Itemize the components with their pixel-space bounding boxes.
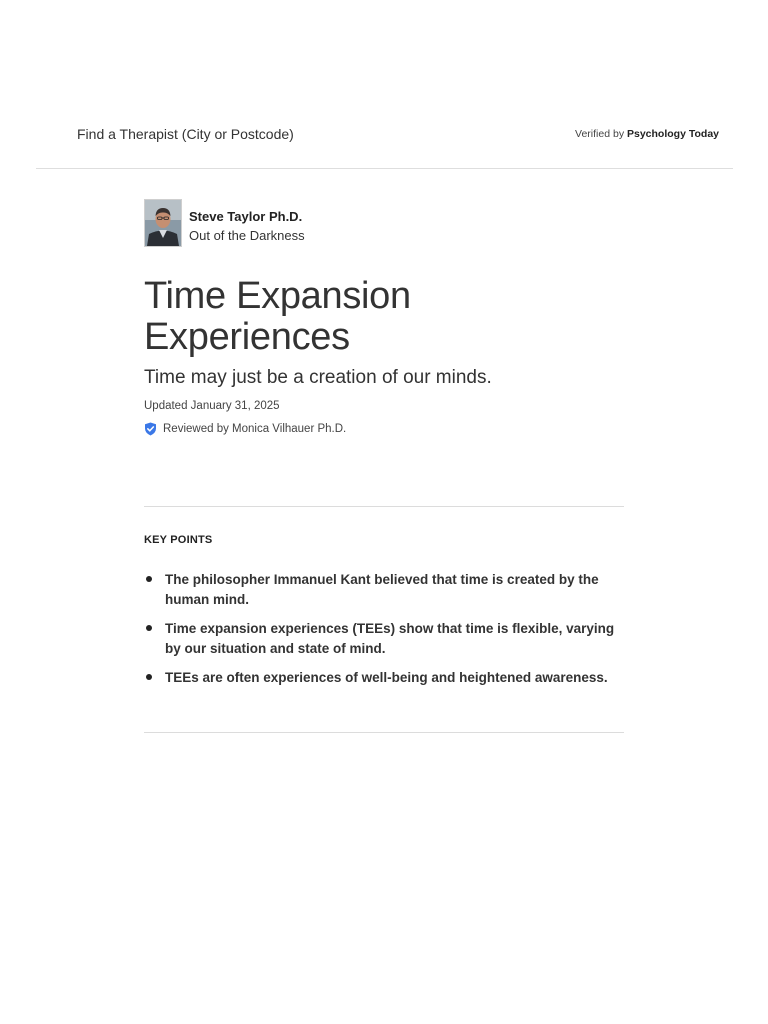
reviewed-by[interactable] bbox=[144, 422, 346, 436]
author-photo-icon bbox=[145, 200, 181, 246]
key-point-item bbox=[144, 668, 624, 688]
key-points-divider-bottom bbox=[144, 732, 624, 733]
key-point-text: TEEs are often experiences of well-being and heightened awareness. bbox=[165, 670, 608, 685]
key-point-item bbox=[144, 570, 624, 609]
key-point-item bbox=[144, 619, 624, 658]
reviewed-by-text: Reviewed by Monica Vilhauer Ph.D. bbox=[163, 423, 347, 435]
author-block bbox=[144, 199, 305, 247]
top-bar bbox=[36, 0, 733, 169]
find-therapist-link[interactable]: Find a Therapist (City or Postcode) bbox=[77, 126, 294, 142]
bullet-icon bbox=[146, 576, 152, 582]
verified-prefix: Verified by bbox=[575, 128, 625, 140]
key-points-divider-top bbox=[144, 506, 624, 507]
author-name-link[interactable]: Steve Taylor Ph.D. bbox=[189, 209, 303, 224]
blog-name-link[interactable]: Out of the Darkness bbox=[189, 228, 305, 243]
updated-date: Updated January 31, 2025 bbox=[144, 400, 280, 412]
author-text bbox=[189, 208, 305, 246]
verified-shield-icon bbox=[144, 422, 157, 436]
article-subtitle: Time may just be a creation of our minds. bbox=[144, 367, 492, 388]
bullet-icon bbox=[146, 674, 152, 680]
key-points-heading: KEY POINTS bbox=[144, 534, 213, 546]
article-title: Time Expansion Experiences bbox=[144, 275, 411, 358]
verified-by-label[interactable] bbox=[575, 128, 719, 140]
author-avatar[interactable] bbox=[144, 199, 182, 247]
key-point-text: The philosopher Immanuel Kant believed that time is created by the human mind. bbox=[165, 572, 599, 607]
key-points-list bbox=[144, 570, 624, 698]
key-point-text: Time expansion experiences (TEEs) show that time is flexible, varying by our situation and state of mind. bbox=[165, 621, 615, 656]
verified-brand: Psychology Today bbox=[627, 128, 719, 140]
bullet-icon bbox=[146, 625, 152, 631]
